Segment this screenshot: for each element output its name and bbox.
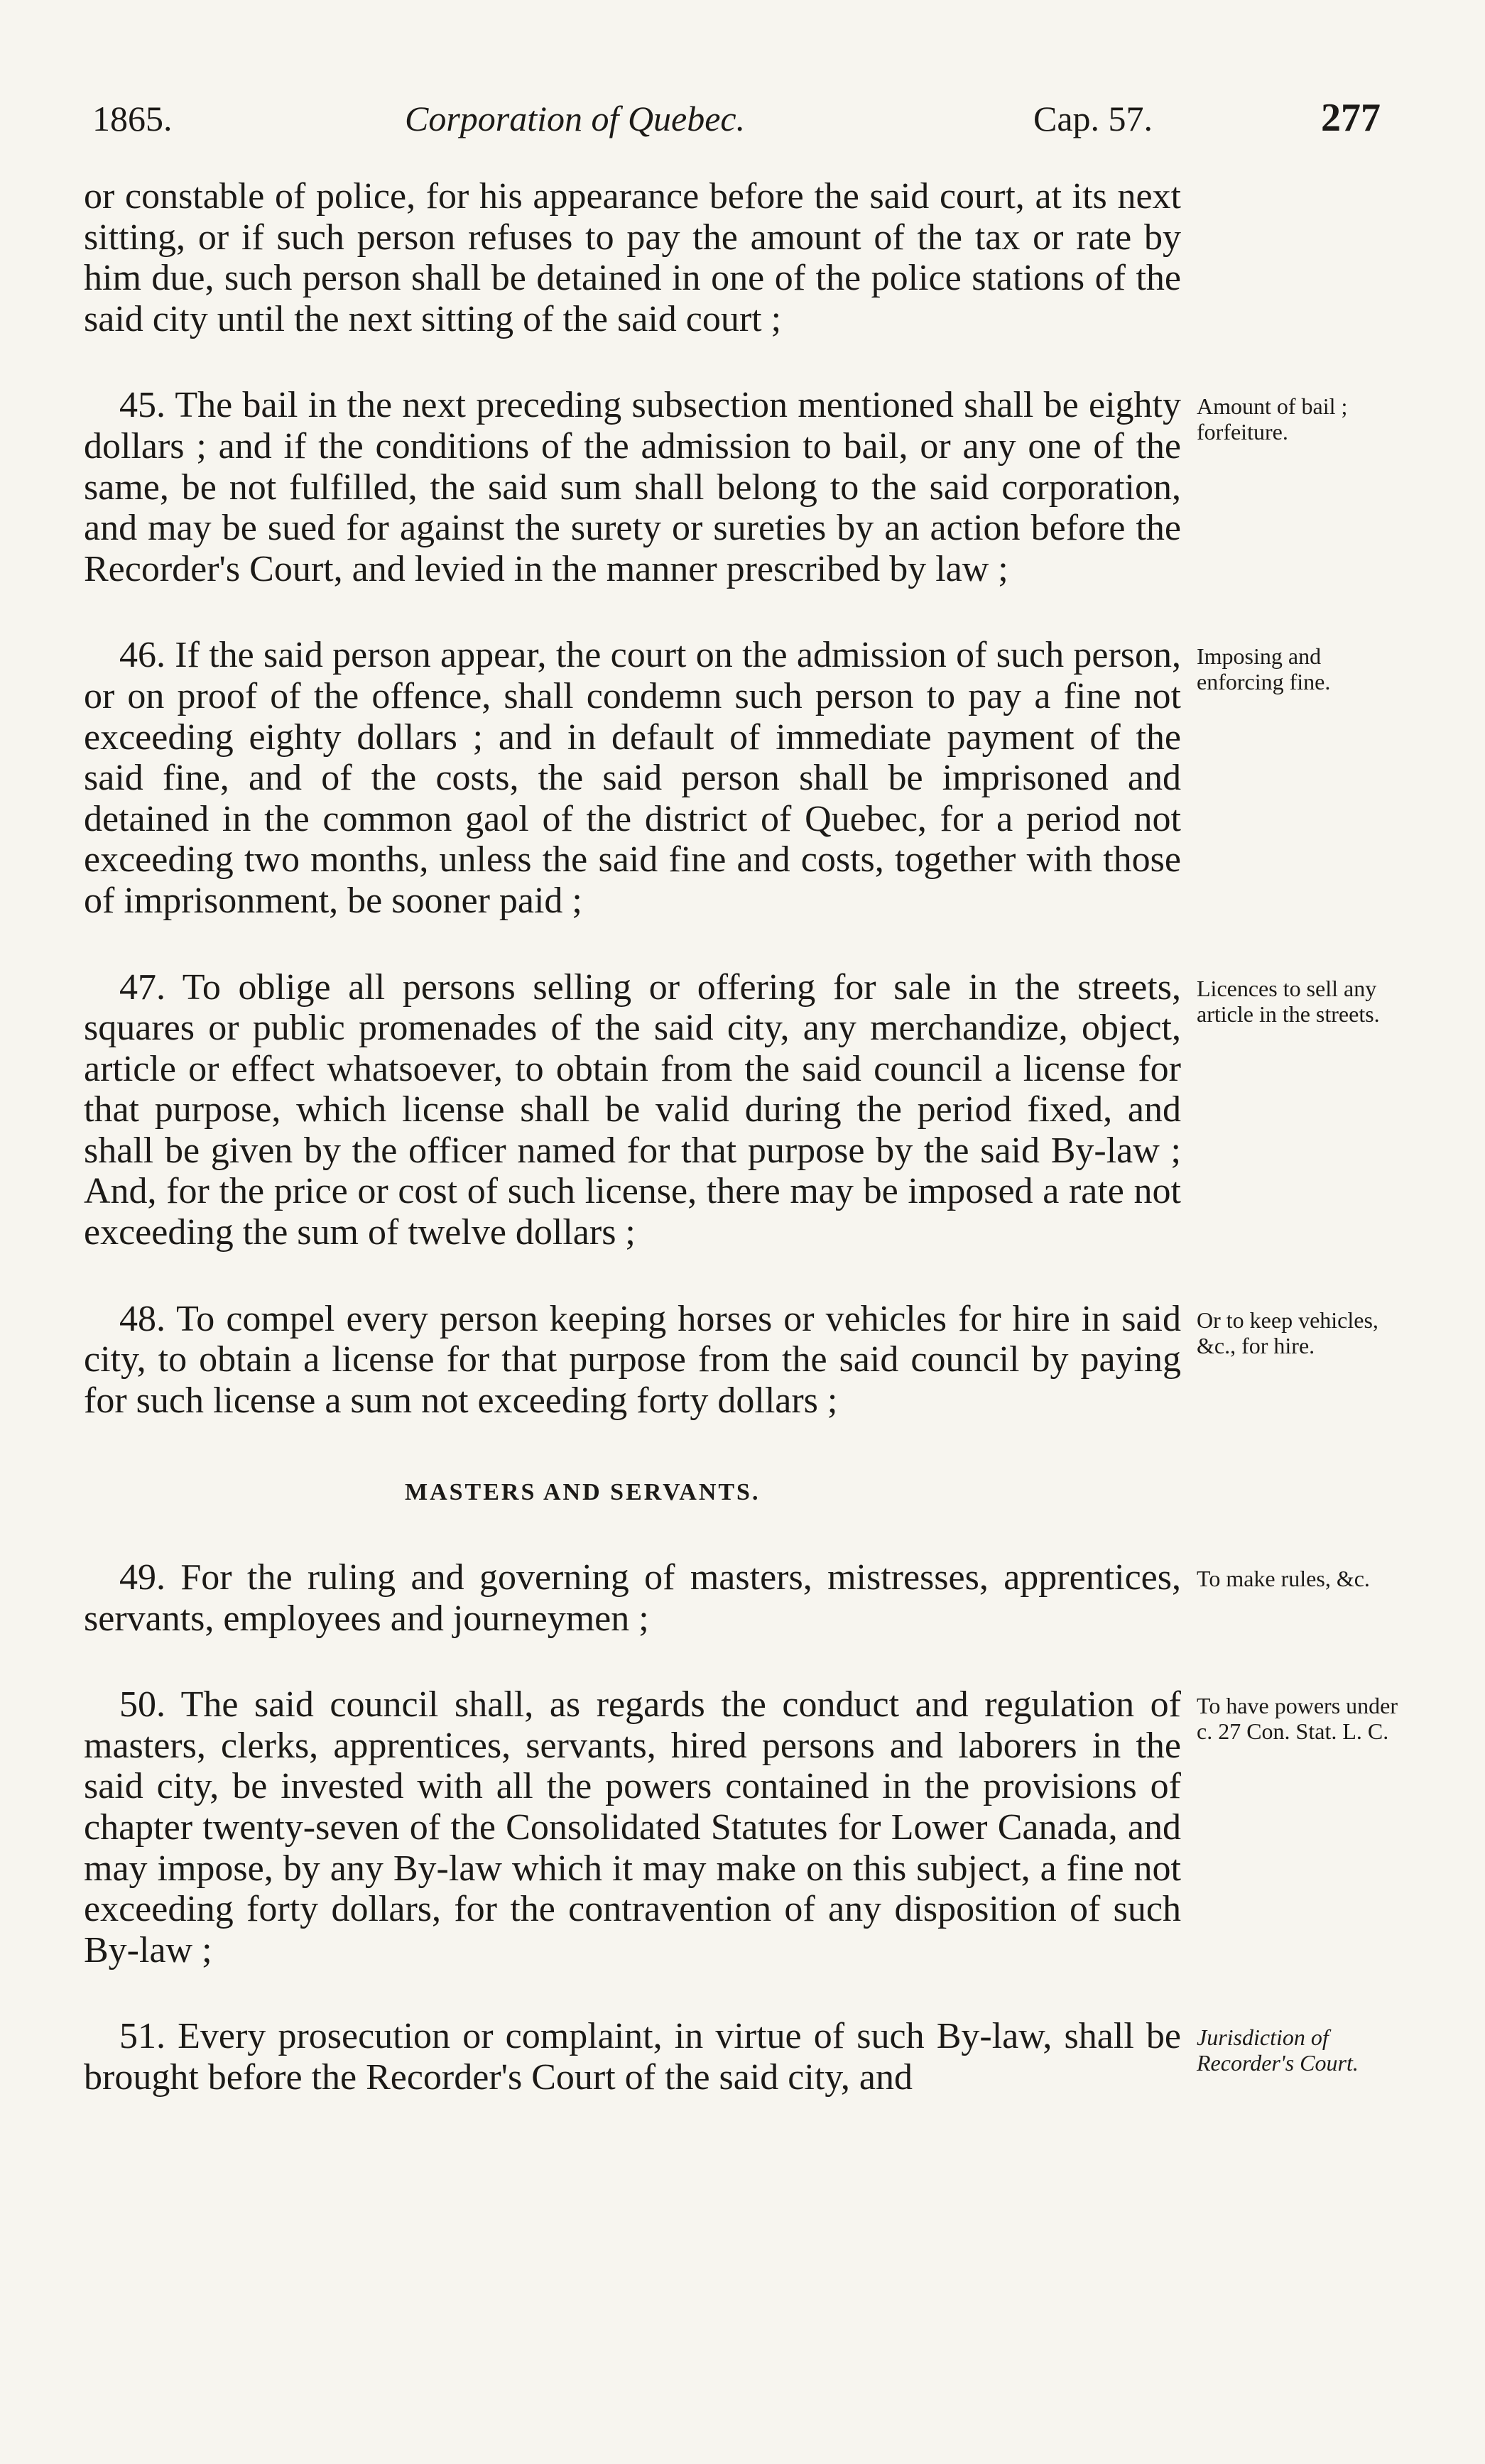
margin-note-rules: To make rules, &c. xyxy=(1197,1566,1370,1592)
header-title: Corporation of Quebec. xyxy=(405,99,746,138)
margin-note-vehicles: Or to keep vehicles, &c., for hire. xyxy=(1197,1307,1378,1358)
paragraph-47: 47. To oblige all persons selling or offering for sale in the streets, squares or public promenades of the said city, any merchandize, object, article or effect whatsoever, to obtain from the said council a license for that purpose, which license shall be valid during the period fixed, and shall be given by the officer named for that purpose by the said By-law ; And, for the price or cost of such license, there may be imposed a rate not exceeding the sum of twelve dollars ; xyxy=(84,966,1181,1253)
page-number: 277 xyxy=(1321,96,1381,140)
margin-note-powers: To have powers under c. 27 Con. Stat. L. C. xyxy=(1197,1693,1398,1745)
paragraph-50: 50. The said council shall, as regards the conduct and regulation of masters, clerks, apprentices, servants, hired persons and laborers in the said city, be invested with all the powers contained in the provisions of chapter twenty-seven of the Consolidated Statutes for Lower Canada, and may impose, by any By-law which it may make on this subject, a fine not exceeding forty dollars, for the contravention of any disposition of such By-law ; xyxy=(84,1684,1181,1970)
margin-note-bail: Amount of bail ; forfeiture. xyxy=(1197,393,1348,445)
paragraph-45: 45. The bail in the next preceding subsection mentioned shall be eighty dollars ; and if the conditions of the admission to bail, or any one of the same, be not fulfilled, the said sum shall belong to the said corporation, and may be sued for against the surety or sureties by an action before the Recorder's Court, and levied in the manner prescribed by law ; xyxy=(84,385,1181,589)
section-heading: MASTERS AND SERVANTS. xyxy=(405,1479,761,1506)
margin-note-jurisdiction: Jurisdiction of Recorder's Court. xyxy=(1197,2024,1359,2076)
paragraph-51: 51. Every prosecution or complaint, in virtue of such By-law, shall be brought before the Recorder's Court of the said city, and xyxy=(84,2016,1181,2098)
margin-note-licences: Licences to sell any article in the streets. xyxy=(1197,975,1380,1027)
running-header xyxy=(92,98,1406,155)
body-text xyxy=(84,176,1181,2098)
header-year: 1865. xyxy=(92,99,173,138)
paragraph-48: 48. To compel every person keeping horses or vehicles for hire in said city, to obtain a license for that purpose from the said council by paying for such license a sum not exceeding forty dollars ; xyxy=(84,1298,1181,1421)
header-chapter: Cap. 57. xyxy=(1033,99,1153,138)
paragraph-49: 49. For the ruling and governing of masters, mistresses, apprentices, servants, employees and journeymen ; xyxy=(84,1557,1181,1639)
paragraph-continuation: or constable of police, for his appearance before the said court, at its next sitting, or if such person refuses to pay the amount of the tax or rate by him due, such person shall be detained in one of the police stations of the said city until the next sitting of the said court ; xyxy=(84,176,1181,339)
margin-note-fine: Imposing and enforcing fine. xyxy=(1197,643,1331,695)
paragraph-46: 46. If the said person appear, the court on the admission of such person, or on proof of the offence, shall condemn such person to pay a fine not exceeding eighty dollars ; and in default of immediate payment of the said fine, and of the costs, the said person shall be imprisoned and detained in the common gaol of the district of Quebec, for a period not exceeding two months, unless the said fine and costs, together with those of imprisonment, be sooner paid ; xyxy=(84,635,1181,921)
